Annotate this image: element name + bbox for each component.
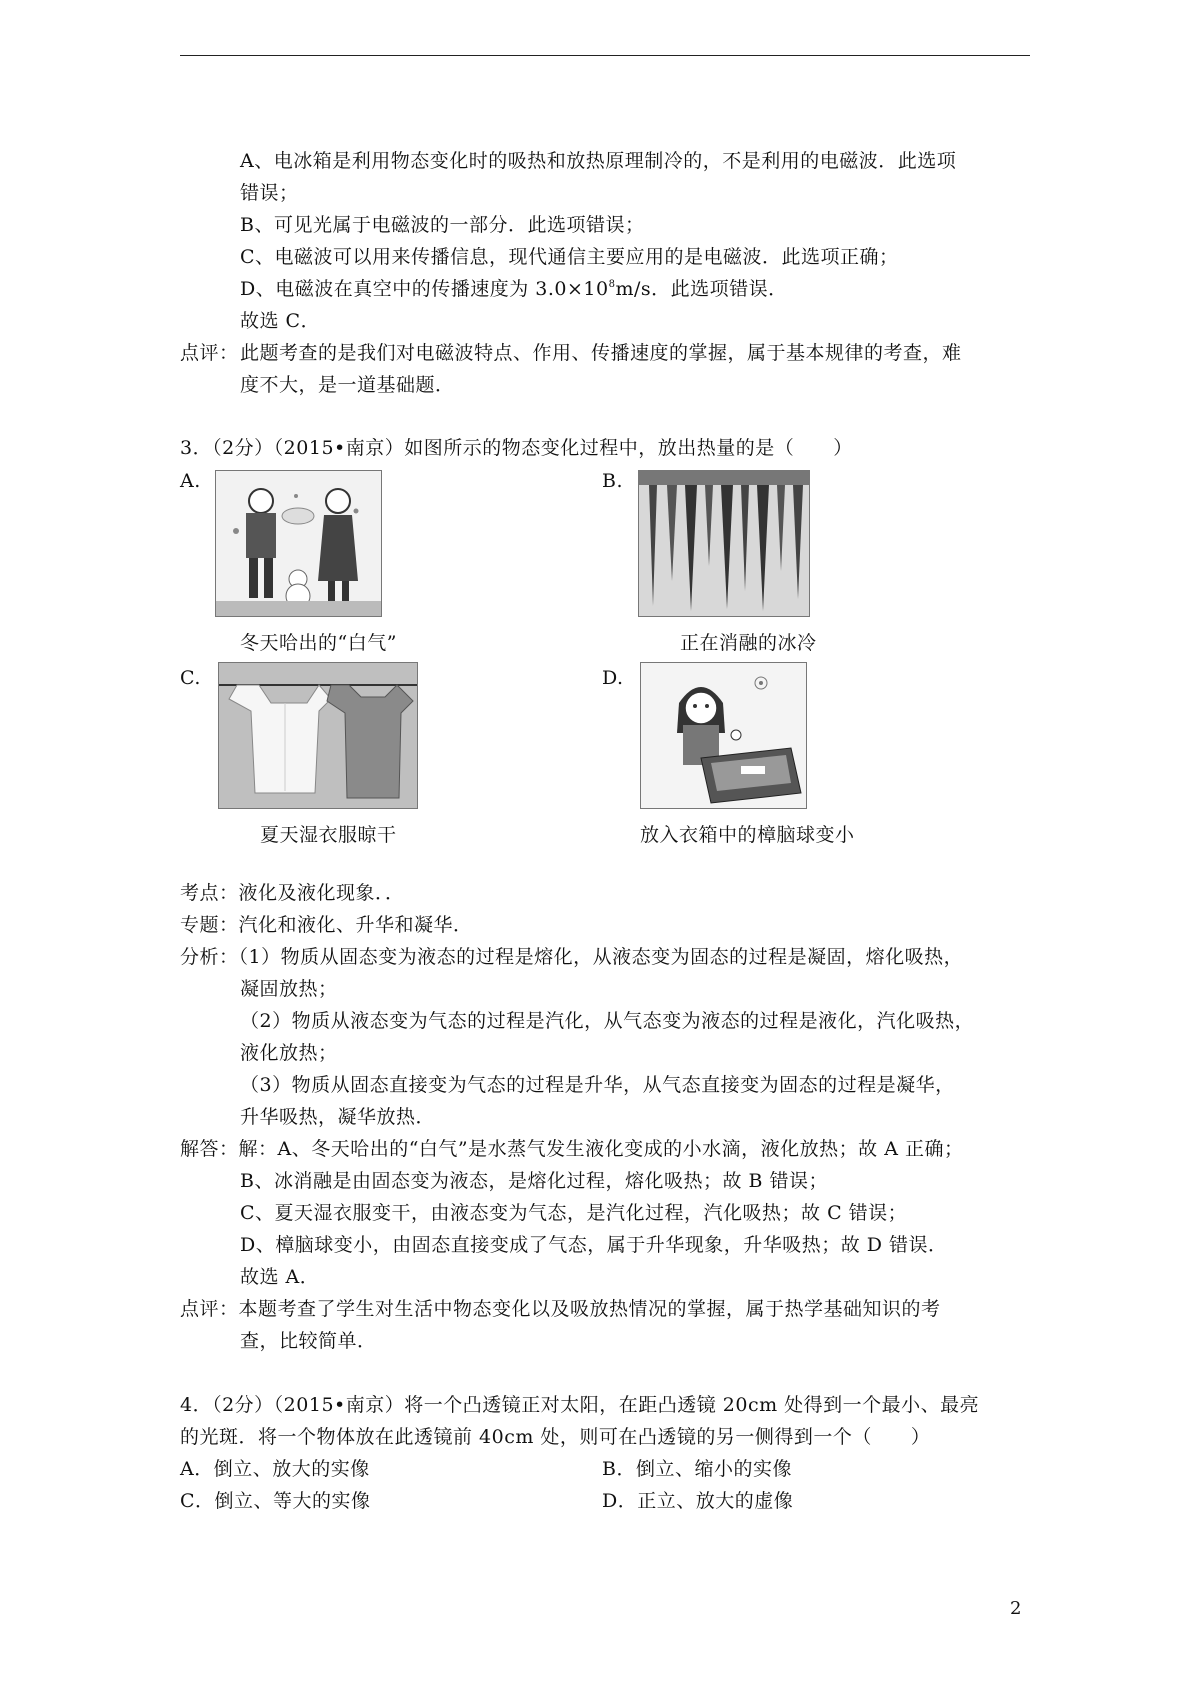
q3-comment-line-1: 点评：本题考查了学生对生活中物态变化以及吸放热情况的掌握，属于热学基础知识的考 — [180, 1298, 941, 1320]
q2-comment-line-2: 度不大，是一道基础题． — [240, 374, 455, 396]
q2-line-d — [240, 276, 788, 302]
q2-line-b: B、可见光属于电磁波的一部分．此选项错误； — [240, 214, 645, 236]
q4-option-a: A．倒立、放大的实像 — [180, 1458, 370, 1480]
q2-comment-line-1: 此题考查的是我们对电磁波特点、作用、传播速度的掌握，属于基本规律的考查，难 — [240, 342, 962, 364]
q4-option-d: D．正立、放大的虚像 — [602, 1490, 794, 1512]
q2-conclusion: 故选 C． — [240, 310, 321, 332]
q2-line-a: A、电冰箱是利用物态变化时的吸热和放热原理制冷的，不是利用的电磁波．此选项 — [240, 150, 957, 172]
q3-option-a-letter: A. — [180, 470, 201, 492]
q3-image-d-girl-with-suitcase — [640, 662, 807, 809]
q3-option-c-letter: C. — [180, 667, 201, 689]
q3-comment-line-2: 查，比较简单． — [240, 1330, 377, 1352]
page-number: 2 — [1010, 1598, 1022, 1619]
q3-zhuanti: 专题：汽化和液化、升华和凝华． — [180, 914, 473, 936]
q2-line-c: C、电磁波可以用来传播信息，现代通信主要应用的是电磁波．此选项正确； — [240, 246, 899, 268]
q2-line-a-cont: 错误； — [240, 182, 299, 204]
q4-stem-line-1: 4．（2分）（2015•南京）将一个凸透镜正对太阳，在距凸透镜 20cm 处得到一个最小、最亮 — [180, 1394, 980, 1416]
q3-option-b-letter: B. — [602, 470, 624, 492]
q3-solution-line-1: 解答：解：A、冬天哈出的“白气”是水蒸气发生液化变成的小水滴，液化放热；故 A 正确； — [180, 1138, 964, 1160]
q3-image-c-drying-clothes — [218, 662, 418, 809]
q3-analysis-line-2: 凝固放热； — [240, 978, 338, 1000]
q3-caption-a: 冬天哈出的“白气” — [240, 632, 397, 654]
q3-option-d-letter: D. — [602, 667, 624, 689]
q2-line-d-exponent: 8 — [608, 279, 616, 290]
q3-caption-d: 放入衣箱中的樟脑球变小 — [640, 824, 855, 846]
q4-option-c: C．倒立、等大的实像 — [180, 1490, 371, 1512]
q3-solution-line-3: C、夏天湿衣服变干，由液态变为气态，是汽化过程，汽化吸热；故 C 错误； — [240, 1202, 908, 1224]
q3-caption-b: 正在消融的冰冷 — [680, 632, 817, 654]
q3-image-a-children-breath — [215, 470, 382, 617]
q3-analysis-line-4: 液化放热； — [240, 1042, 338, 1064]
q3-solution-line-2: B、冰消融是由固态变为液态，是熔化过程，熔化吸热；故 B 错误； — [240, 1170, 829, 1192]
q4-stem-line-2: 的光斑．将一个物体放在此透镜前 40cm 处，则可在凸透镜的另一侧得到一个（ ） — [180, 1426, 931, 1448]
q2-comment-label: 点评： — [180, 342, 239, 364]
q3-analysis-line-3: （2）物质从液态变为气态的过程是汽化，从气态变为液态的过程是液化，汽化吸热， — [240, 1010, 975, 1032]
q3-image-b-icicles — [638, 470, 810, 617]
header-rule — [180, 55, 1030, 56]
q3-caption-c: 夏天湿衣服晾干 — [260, 824, 397, 846]
q2-line-d-post: m/s．此选项错误． — [615, 278, 788, 300]
q3-stem: 3．（2分）（2015•南京）如图所示的物态变化过程中，放出热量的是（ ） — [180, 437, 853, 459]
q3-analysis-line-5: （3）物质从固态直接变为气态的过程是升华，从气态直接变为固态的过程是凝华， — [240, 1074, 955, 1096]
q4-option-b: B．倒立、缩小的实像 — [602, 1458, 792, 1480]
q3-analysis-line-6: 升华吸热，凝华放热． — [240, 1106, 436, 1128]
q3-solution-line-5: 故选 A． — [240, 1266, 320, 1288]
q3-analysis-line-1: 分析：（1）物质从固态变为液态的过程是熔化，从液态变为固态的过程是凝固，熔化吸热， — [180, 946, 964, 968]
q3-kaodian: 考点：液化及液化现象．． — [180, 882, 405, 904]
q2-line-d-pre: D、电磁波在真空中的传播速度为 3.0×10 — [240, 278, 609, 300]
q3-solution-line-4: D、樟脑球变小，由固态直接变成了气态，属于升华现象，升华吸热；故 D 错误． — [240, 1234, 948, 1256]
